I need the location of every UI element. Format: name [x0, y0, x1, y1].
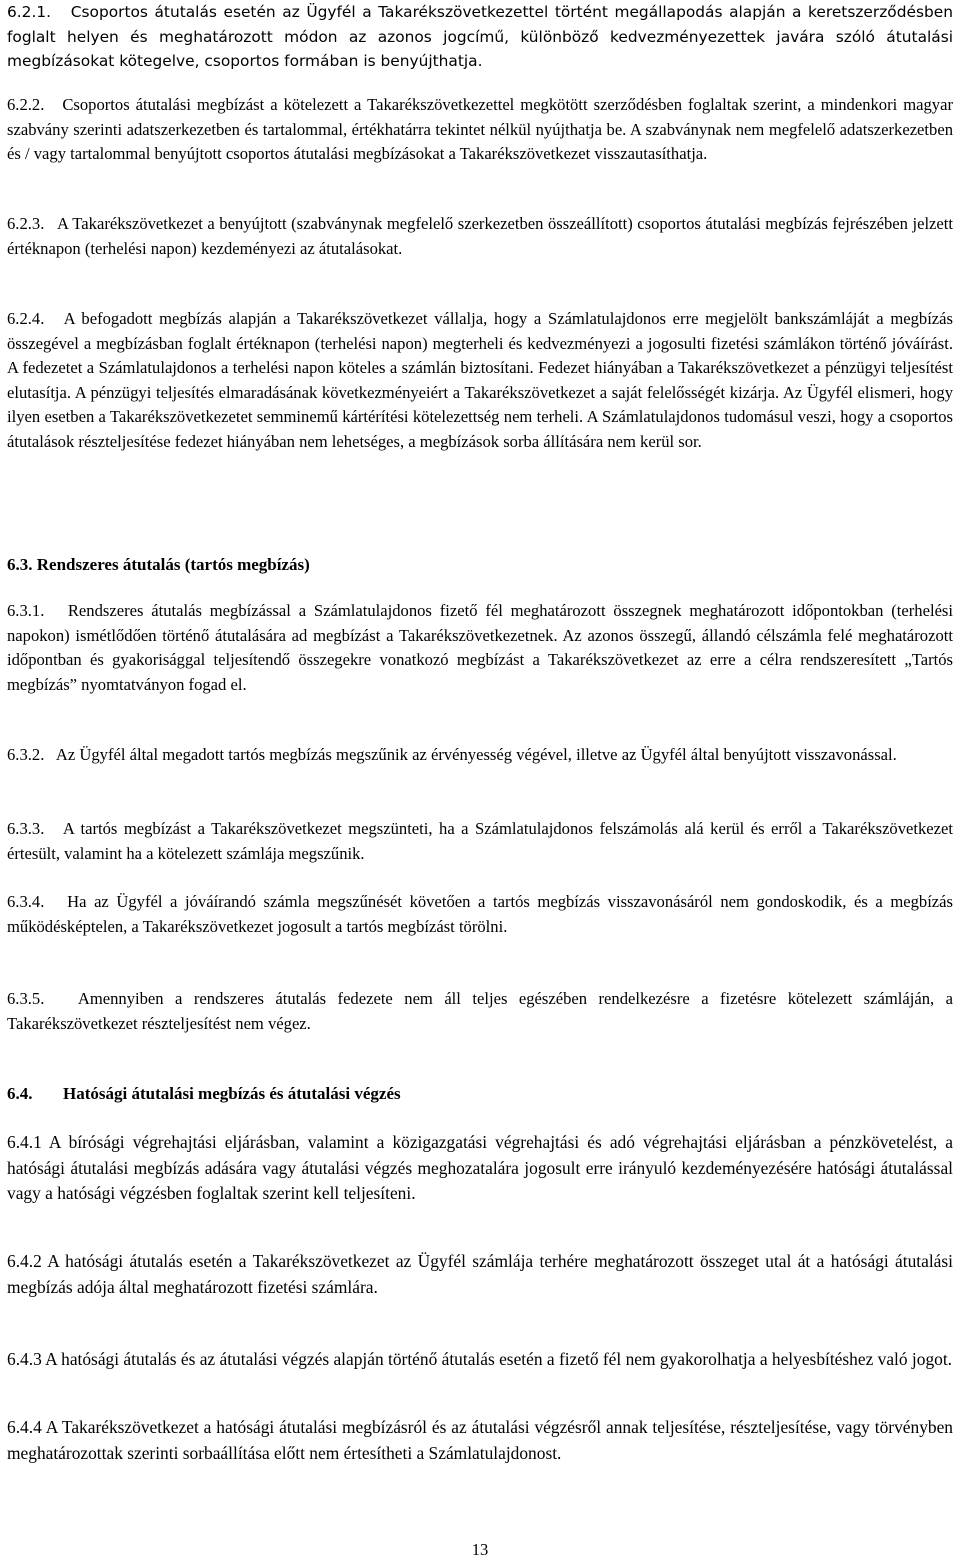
paragraph-6-3-4: [7, 890, 953, 939]
paragraph-number: 6.4.2: [7, 1251, 42, 1271]
paragraph-text: Csoportos átutalás esetén az Ügyfél a Takarékszövetkezettel történt megállapodás alapján a keretszerződésben foglalt helyen és meghatározott módon az azonos jogcímű, különböző kedvezményezettek javára szóló átutalási megbízásokat kötegelve, csoportos formában is benyújthatja.: [7, 3, 953, 70]
paragraph-6-4-3: [7, 1347, 953, 1373]
paragraph-number: 6.2.4.: [7, 309, 45, 328]
paragraph-text: A hatósági átutalás és az átutalási végzés alapján történő átutalás esetén a fizető fél nem gyakorolhatja a helyesbítéshez való jogot.: [45, 1349, 953, 1369]
section-title: Hatósági átutalási megbízás és átutalási végzés: [63, 1084, 401, 1103]
section-heading-6-4: [7, 1082, 953, 1107]
paragraph-6-2-1: [7, 0, 953, 74]
paragraph-text: A bírósági végrehajtási eljárásban, valamint a közigazgatási végrehajtási és adó végrehajtási eljárásban a pénzkövetelést, a hatósági átutalási megbízás adására vagy átutalási végzés meghozatalára jogosult erre irányuló kezdeményezésére hatósági átutalással vagy a hatósági végzésben foglaltak szerint kell teljesíteni.: [7, 1132, 953, 1203]
section-heading-6-3: 6.3. Rendszeres átutalás (tartós megbízás): [7, 555, 310, 574]
paragraph-6-3-2: [7, 743, 953, 768]
paragraph-number: 6.3.2.: [7, 745, 45, 764]
paragraph-text: Csoportos átutalási megbízást a kötelezett a Takarékszövetkezettel megkötött szerződésben foglaltak szerint, a mindenkori magyar szabvány szerinti adatszerkezetben és tartalommal, értékhatárra tekintet nélkül nyújthatja be. A szabványnak nem megfelelő adatszerkezetben és / vagy tartalommal benyújtott csoportos átutalási megbízásokat a Takarékszövetkezet visszautasíthatja.: [7, 95, 953, 163]
paragraph-number: 6.4.3: [7, 1349, 42, 1369]
paragraph-text: Amennyiben a rendszeres átutalás fedezete nem áll teljes egészében rendelkezésre a fizetésre kötelezett számláján, a Takarékszövetkezet részteljesítést nem végez.: [7, 989, 954, 1033]
paragraph-number: 6.2.2.: [7, 95, 45, 114]
paragraph-6-2-4: [7, 307, 953, 454]
paragraph-text: A hatósági átutalás esetén a Takarékszövetkezet az Ügyfél számlája terhére meghatározott összeget utal át a hatósági átutalási megbízás adója által meghatározott fizetési számlára.: [7, 1251, 954, 1297]
paragraph-number: 6.4.4: [7, 1417, 42, 1437]
paragraph-number: 6.4.1: [7, 1132, 42, 1152]
paragraph-number: 6.3.1.: [7, 601, 45, 620]
paragraph-6-4-4: [7, 1415, 953, 1466]
paragraph-text: A befogadott megbízás alapján a Takarékszövetkezet vállalja, hogy a Számlatulajdonos erre megjelölt bankszámláját a megbízás összegével a megbízásban foglalt értéknapon (terhelési napon) megterheli és kedvezményezi a jogosulti fizetési számlákon történő jóváírást. A fedezetet a Számlatulajdonos a terhelési napon köteles a számlán biztosítani. Fedezet hiányában a Takarékszövetkezet a pénzügyi teljesítést elutasítja. A pénzügyi teljesítés elmaradásának következményeiért a Takarékszövetkezet a saját felelősségét kizárja. Az Ügyfél elismeri, hogy ilyen esetben a Takarékszövetkezetet semminemű kártérítési kötelezettség nem terheli. A Számlatulajdonos tudomásul veszi, hogy a csoportos átutalások részteljesítése fedezet hiányában nem lehetséges, a megbízások sorba állítására nem kerül sor.: [7, 309, 953, 451]
paragraph-number: 6.3.3.: [7, 819, 45, 838]
paragraph-6-2-3: [7, 212, 953, 261]
paragraph-6-4-2: [7, 1249, 953, 1300]
paragraph-text: Az Ügyfél által megadott tartós megbízás megszűnik az érvényesség végével, illetve az Ügyfél által benyújtott visszavonással.: [55, 745, 897, 764]
section-number: 6.4.: [7, 1084, 33, 1103]
paragraph-number: 6.2.3.: [7, 214, 45, 233]
paragraph-number: 6.2.1.: [7, 3, 52, 21]
paragraph-6-2-2: [7, 93, 953, 167]
paragraph-text: A Takarékszövetkezet a benyújtott (szabványnak megfelelő szerkezetben összeállított) csoportos átutalási megbízás fejrészében jelzett értéknapon (terhelési napon) kezdeményezi az átutalásokat.: [7, 214, 954, 258]
paragraph-6-3-1: [7, 599, 953, 697]
paragraph-6-3-3: [7, 817, 953, 866]
paragraph-number: 6.3.5.: [7, 989, 45, 1008]
paragraph-text: Ha az Ügyfél a jóváírandó számla megszűnését követően a tartós megbízás visszavonásáról nem gondoskodik, és a megbízás működésképtelen, a Takarékszövetkezet jogosult a tartós megbízást törölni.: [7, 892, 953, 936]
paragraph-6-4-1: [7, 1130, 953, 1207]
paragraph-number: 6.3.4.: [7, 892, 45, 911]
paragraph-text: A tartós megbízást a Takarékszövetkezet megszünteti, ha a Számlatulajdonos felszámolás alá kerül és erről a Takarékszövetkezet értesült, valamint ha a kötelezett számlája megszűnik.: [7, 819, 954, 863]
paragraph-text: Rendszeres átutalás megbízással a Számlatulajdonos fizető fél meghatározott összegnek meghatározott időpontokban (terhelési napokon) ismétlődően történő átutalására ad megbízást a Takarékszövetkezetnek. Az azonos összegű, állandó célszámla felé meghatározott időpontban és gyakorisággal teljesítendő összegekre vonatkozó megbízást a Takarékszövetkezet az erre a célra rendszeresített „Tartós megbízás” nyomtatványon fogad el.: [7, 601, 954, 694]
paragraph-text: A Takarékszövetkezet a hatósági átutalási megbízásról és az átutalási végzésről annak teljesítése, részteljesítése, vagy törvényben meghatározottak szerinti sorbaállítása előtt nem értesítheti a Számlatulajdonost.: [7, 1417, 954, 1463]
page-number: 13: [471, 1540, 489, 1559]
paragraph-6-3-5: [7, 987, 953, 1036]
